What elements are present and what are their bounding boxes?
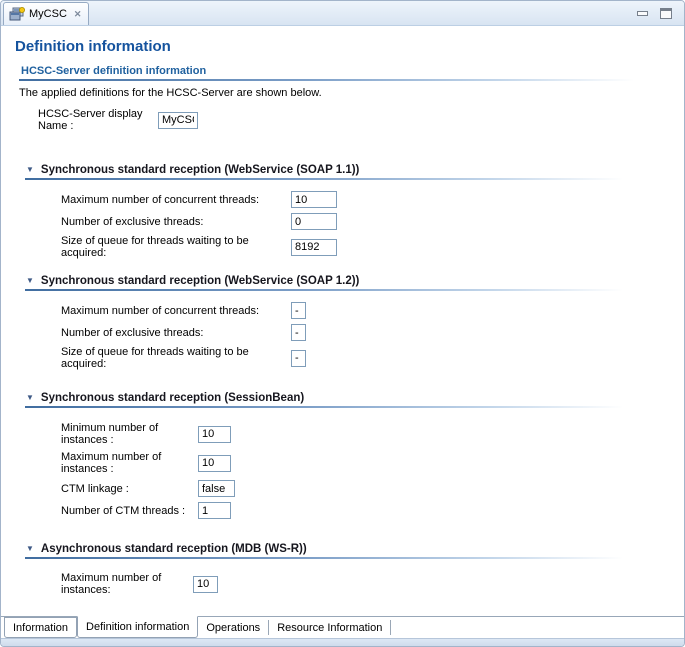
section-title: Synchronous standard reception (WebService (SOAP 1.2)) bbox=[40, 275, 360, 287]
tab-definition-information[interactable]: Definition information bbox=[77, 616, 198, 638]
editor-tabbar bbox=[1, 1, 684, 26]
section-soap11 bbox=[25, 164, 668, 259]
field-row bbox=[61, 451, 668, 475]
field-label: Number of CTM threads : bbox=[61, 504, 186, 517]
page-description: The applied definitions for the HCSC-Server are shown below. bbox=[19, 87, 322, 99]
field-row bbox=[61, 213, 668, 230]
collapse-triangle-icon[interactable]: ▼ bbox=[26, 393, 34, 402]
field-row bbox=[61, 235, 668, 259]
field-row bbox=[61, 422, 668, 446]
minimize-icon[interactable] bbox=[637, 11, 648, 16]
display-name-field[interactable] bbox=[158, 112, 198, 129]
field-row bbox=[61, 502, 668, 519]
section-sessionbean-header[interactable] bbox=[26, 392, 668, 404]
max-concurrent-threads-field[interactable] bbox=[291, 302, 306, 319]
editor-tab-mycsc[interactable] bbox=[3, 2, 89, 25]
collapse-triangle-icon[interactable]: ▼ bbox=[26, 544, 34, 553]
field-row bbox=[61, 346, 668, 370]
window-bottom-frame bbox=[1, 638, 684, 646]
section-separator bbox=[25, 178, 648, 180]
collapse-triangle-icon[interactable]: ▼ bbox=[26, 276, 34, 285]
section-mdb-wsr-header[interactable] bbox=[26, 543, 668, 555]
max-instances-field[interactable] bbox=[198, 455, 231, 472]
page-title: Definition information bbox=[15, 38, 171, 55]
definition-information-page bbox=[1, 26, 684, 616]
ctm-threads-field[interactable] bbox=[198, 502, 231, 519]
field-label: Size of queue for threads waiting to be acquired: bbox=[61, 346, 249, 370]
queue-size-field[interactable] bbox=[291, 239, 337, 256]
server-icon bbox=[9, 6, 25, 22]
min-instances-field[interactable] bbox=[198, 426, 231, 443]
display-name-label: HCSC-Server display Name : bbox=[38, 108, 143, 132]
field-label: CTM linkage : bbox=[61, 482, 129, 495]
exclusive-threads-field[interactable] bbox=[291, 213, 337, 230]
close-icon[interactable]: ✕ bbox=[73, 8, 82, 19]
ctm-linkage-field[interactable] bbox=[198, 480, 235, 497]
section-title: Synchronous standard reception (WebService (SOAP 1.1)) bbox=[40, 164, 360, 176]
field-label: Number of exclusive threads: bbox=[61, 215, 204, 228]
maximize-icon[interactable] bbox=[660, 8, 672, 19]
field-row bbox=[61, 302, 668, 319]
field-label: Size of queue for threads waiting to be acquired: bbox=[61, 235, 249, 259]
field-row bbox=[61, 324, 668, 341]
field-label: Maximum number of concurrent threads: bbox=[61, 193, 260, 206]
section-sessionbean bbox=[25, 392, 668, 519]
section-mdb-wsr bbox=[25, 543, 668, 596]
max-instances-field[interactable] bbox=[193, 576, 218, 593]
editor-tab-title: MyCSC bbox=[29, 8, 67, 20]
queue-size-field[interactable] bbox=[291, 350, 306, 367]
view-actions bbox=[637, 8, 672, 19]
tab-operations[interactable]: Operations bbox=[206, 621, 261, 634]
field-label: Number of exclusive threads: bbox=[61, 326, 204, 339]
exclusive-threads-field[interactable] bbox=[291, 324, 306, 341]
page-tabbar bbox=[1, 616, 684, 638]
tab-separator bbox=[390, 620, 391, 635]
section-separator bbox=[25, 406, 648, 408]
collapse-triangle-icon[interactable]: ▼ bbox=[26, 165, 34, 174]
form-section-heading: HCSC-Server definition information bbox=[21, 65, 207, 77]
field-row bbox=[61, 191, 668, 208]
section-separator bbox=[25, 289, 648, 291]
tab-information[interactable]: Information bbox=[4, 617, 77, 638]
field-row bbox=[61, 480, 668, 497]
field-label: Maximum number of instances: bbox=[61, 572, 162, 596]
section-title: Asynchronous standard reception (MDB (WS-R)) bbox=[40, 543, 307, 555]
section-soap12 bbox=[25, 275, 668, 370]
field-label: Maximum number of instances : bbox=[61, 451, 162, 475]
display-name-row bbox=[38, 108, 668, 132]
field-label: Minimum number of instances : bbox=[61, 422, 159, 446]
tab-resource-information[interactable]: Resource Information bbox=[277, 621, 383, 634]
section-separator bbox=[25, 557, 648, 559]
section-soap12-header[interactable] bbox=[26, 275, 668, 287]
section-title: Synchronous standard reception (SessionBean) bbox=[40, 392, 305, 404]
field-row bbox=[61, 572, 668, 596]
field-label: Maximum number of concurrent threads: bbox=[61, 304, 260, 317]
max-concurrent-threads-field[interactable] bbox=[291, 191, 337, 208]
section-soap11-header[interactable] bbox=[26, 164, 668, 176]
heading-separator bbox=[19, 79, 660, 81]
